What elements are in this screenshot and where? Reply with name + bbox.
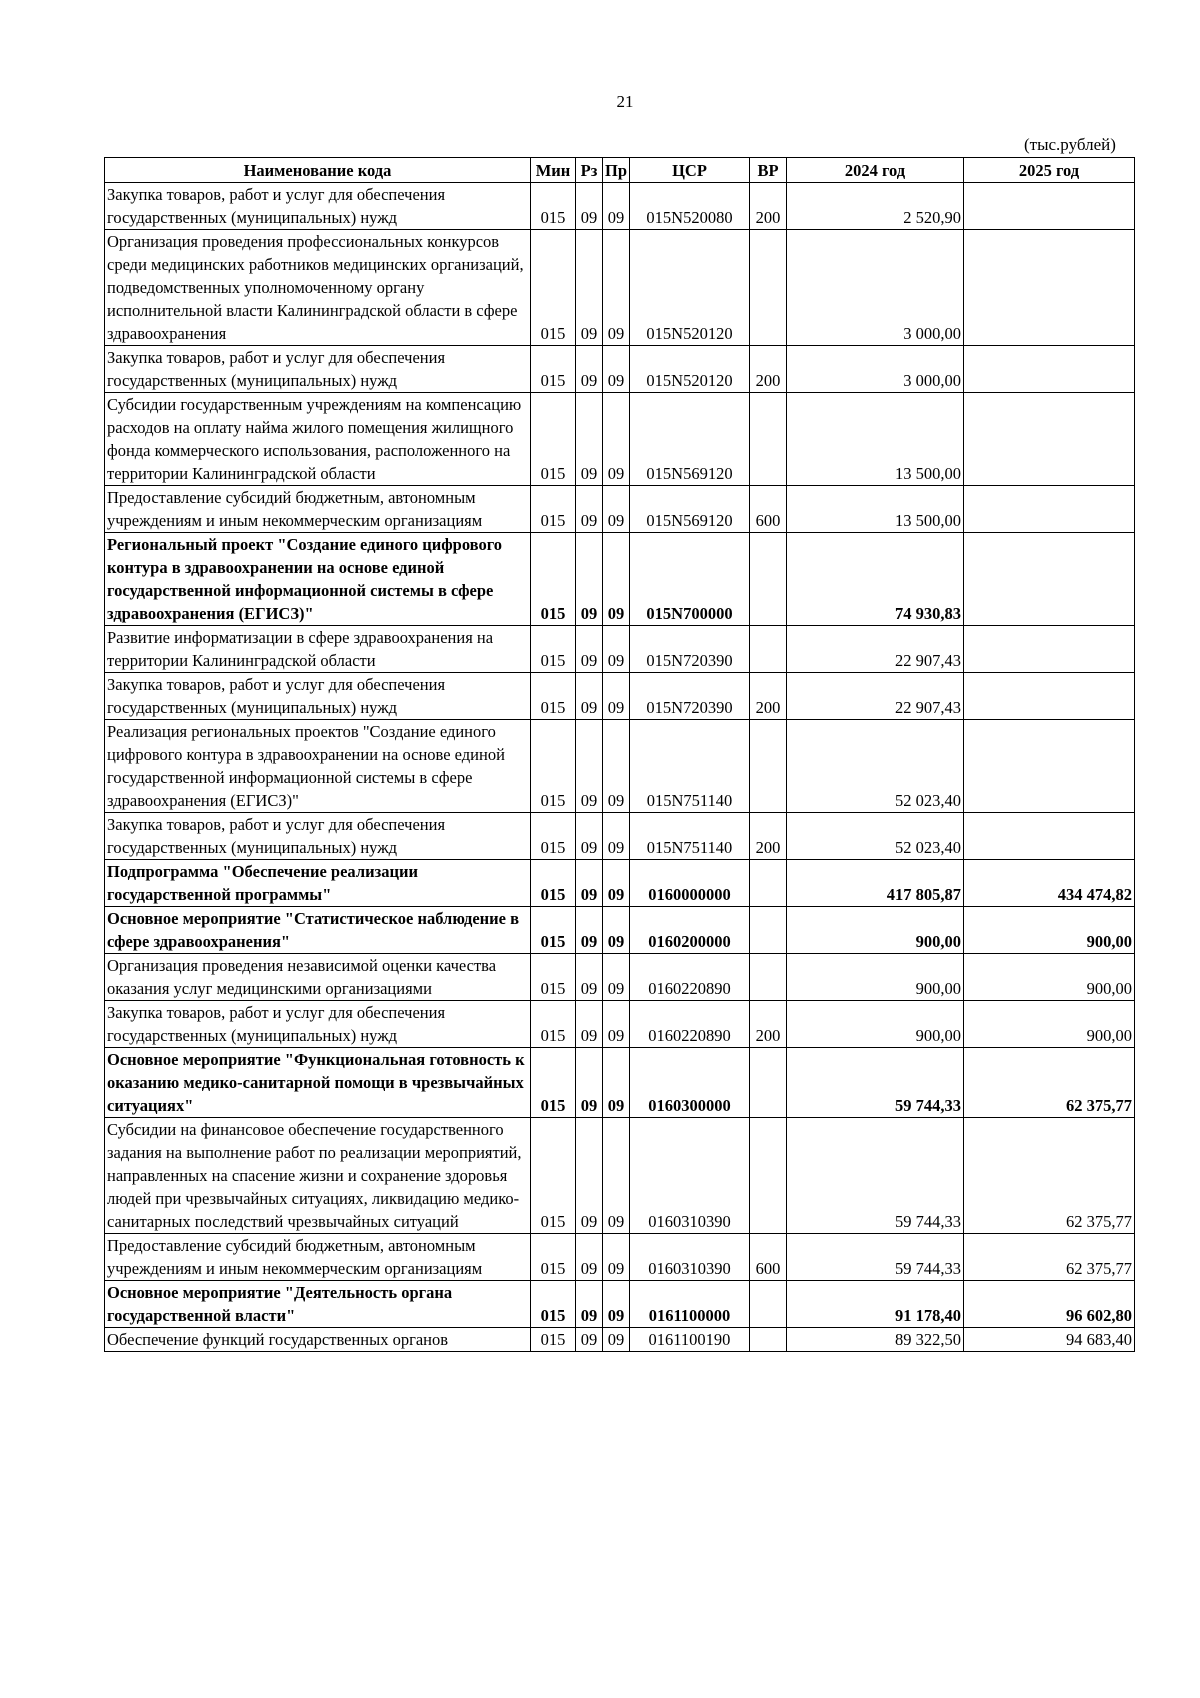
cell-2025: 94 683,40 <box>964 1328 1135 1352</box>
cell-min: 015 <box>531 720 576 813</box>
cell-pr: 09 <box>603 346 630 393</box>
cell-rz: 09 <box>576 1281 603 1328</box>
table-row <box>105 1328 1135 1352</box>
cell-rz: 09 <box>576 626 603 673</box>
cell-min: 015 <box>531 346 576 393</box>
cell-vr <box>750 626 787 673</box>
cell-min: 015 <box>531 813 576 860</box>
cell-2025 <box>964 626 1135 673</box>
cell-min: 015 <box>531 393 576 486</box>
table-row <box>105 1048 1135 1118</box>
cell-min: 015 <box>531 907 576 954</box>
cell-2024: 52 023,40 <box>787 813 964 860</box>
cell-min: 015 <box>531 1001 576 1048</box>
cell-vr <box>750 1118 787 1234</box>
table-row <box>105 346 1135 393</box>
cell-pr: 09 <box>603 1328 630 1352</box>
cell-name: Закупка товаров, работ и услуг для обеспечения государственных (муниципальных) нужд <box>105 673 531 720</box>
table-row <box>105 230 1135 346</box>
units-label: (тыс.рублей) <box>1024 135 1116 154</box>
cell-2024: 59 744,33 <box>787 1048 964 1118</box>
cell-csr: 0160300000 <box>630 1048 750 1118</box>
cell-rz: 09 <box>576 720 603 813</box>
cell-rz: 09 <box>576 907 603 954</box>
cell-csr: 015N751140 <box>630 720 750 813</box>
cell-name: Развитие информатизации в сфере здравоохранения на территории Калининградской области <box>105 626 531 673</box>
table-row <box>105 183 1135 230</box>
cell-csr: 015N569120 <box>630 393 750 486</box>
cell-vr: 600 <box>750 486 787 533</box>
cell-vr <box>750 720 787 813</box>
table-row <box>105 720 1135 813</box>
cell-rz: 09 <box>576 1048 603 1118</box>
cell-rz: 09 <box>576 954 603 1001</box>
cell-name: Подпрограмма "Обеспечение реализации государственной программы" <box>105 860 531 907</box>
cell-2024: 13 500,00 <box>787 486 964 533</box>
cell-csr: 0160310390 <box>630 1234 750 1281</box>
header-min: Мин <box>531 158 576 183</box>
cell-pr: 09 <box>603 1118 630 1234</box>
table-row <box>105 673 1135 720</box>
cell-min: 015 <box>531 1281 576 1328</box>
cell-2024: 59 744,33 <box>787 1118 964 1234</box>
table-row <box>105 1118 1135 1234</box>
cell-2025 <box>964 720 1135 813</box>
cell-csr: 015N569120 <box>630 486 750 533</box>
cell-2025: 900,00 <box>964 1001 1135 1048</box>
cell-2024: 900,00 <box>787 907 964 954</box>
cell-pr: 09 <box>603 183 630 230</box>
cell-csr: 0160200000 <box>630 907 750 954</box>
cell-name: Закупка товаров, работ и услуг для обеспечения государственных (муниципальных) нужд <box>105 813 531 860</box>
cell-csr: 015N520120 <box>630 230 750 346</box>
cell-min: 015 <box>531 486 576 533</box>
cell-2025 <box>964 673 1135 720</box>
cell-rz: 09 <box>576 1118 603 1234</box>
table-row <box>105 813 1135 860</box>
cell-2025: 96 602,80 <box>964 1281 1135 1328</box>
cell-2024: 74 930,83 <box>787 533 964 626</box>
cell-2025: 62 375,77 <box>964 1234 1135 1281</box>
cell-name: Основное мероприятие "Статистическое наблюдение в сфере здравоохранения" <box>105 907 531 954</box>
cell-pr: 09 <box>603 1234 630 1281</box>
header-vr: ВР <box>750 158 787 183</box>
header-rz: Рз <box>576 158 603 183</box>
cell-min: 015 <box>531 626 576 673</box>
cell-pr: 09 <box>603 1048 630 1118</box>
cell-rz: 09 <box>576 393 603 486</box>
table-row <box>105 393 1135 486</box>
cell-name: Региональный проект "Создание единого цифрового контура в здравоохранении на основе единой государственной информационной системы в сфере здравоохранения (ЕГИСЗ)" <box>105 533 531 626</box>
table-row <box>105 533 1135 626</box>
cell-2025: 62 375,77 <box>964 1048 1135 1118</box>
cell-rz: 09 <box>576 860 603 907</box>
cell-2024: 3 000,00 <box>787 346 964 393</box>
cell-min: 015 <box>531 230 576 346</box>
table-row <box>105 1001 1135 1048</box>
cell-name: Обеспечение функций государственных органов <box>105 1328 531 1352</box>
table-row <box>105 486 1135 533</box>
cell-2024: 3 000,00 <box>787 230 964 346</box>
cell-2025 <box>964 393 1135 486</box>
cell-min: 015 <box>531 533 576 626</box>
cell-rz: 09 <box>576 673 603 720</box>
cell-name: Организация проведения независимой оценки качества оказания услуг медицинскими организациями <box>105 954 531 1001</box>
cell-2025: 434 474,82 <box>964 860 1135 907</box>
cell-vr <box>750 1281 787 1328</box>
cell-pr: 09 <box>603 1281 630 1328</box>
cell-name: Основное мероприятие "Деятельность органа государственной власти" <box>105 1281 531 1328</box>
cell-vr: 600 <box>750 1234 787 1281</box>
cell-2025 <box>964 813 1135 860</box>
table-row <box>105 626 1135 673</box>
cell-csr: 0161100190 <box>630 1328 750 1352</box>
cell-name: Организация проведения профессиональных конкурсов среди медицинских работников медицинских организаций, подведомственных уполномоченному органу исполнительной власти Калининградской области в сфере здравоохранения <box>105 230 531 346</box>
cell-2024: 2 520,90 <box>787 183 964 230</box>
header-2025: 2025 год <box>964 158 1135 183</box>
cell-pr: 09 <box>603 486 630 533</box>
table-row <box>105 1234 1135 1281</box>
header-pr: Пр <box>603 158 630 183</box>
cell-pr: 09 <box>603 720 630 813</box>
cell-vr <box>750 533 787 626</box>
cell-rz: 09 <box>576 1328 603 1352</box>
header-csr: ЦСР <box>630 158 750 183</box>
cell-min: 015 <box>531 1048 576 1118</box>
cell-2025 <box>964 346 1135 393</box>
header-2024: 2024 год <box>787 158 964 183</box>
cell-name: Основное мероприятие "Функциональная готовность к оказанию медико-санитарной помощи в чрезвычайных ситуациях" <box>105 1048 531 1118</box>
cell-csr: 0160000000 <box>630 860 750 907</box>
cell-rz: 09 <box>576 1001 603 1048</box>
cell-name: Субсидии государственным учреждениям на компенсацию расходов на оплату найма жилого помещения жилищного фонда коммерческого использования, расположенного на территории Калининградской области <box>105 393 531 486</box>
cell-min: 015 <box>531 1118 576 1234</box>
cell-name: Предоставление субсидий бюджетным, автономным учреждениям и иным некоммерческим организациям <box>105 486 531 533</box>
cell-2024: 59 744,33 <box>787 1234 964 1281</box>
cell-pr: 09 <box>603 673 630 720</box>
table-row <box>105 1281 1135 1328</box>
cell-pr: 09 <box>603 230 630 346</box>
cell-rz: 09 <box>576 486 603 533</box>
header-row <box>105 158 1135 183</box>
cell-rz: 09 <box>576 813 603 860</box>
cell-2024: 417 805,87 <box>787 860 964 907</box>
cell-pr: 09 <box>603 626 630 673</box>
cell-pr: 09 <box>603 954 630 1001</box>
cell-name: Субсидии на финансовое обеспечение государственного задания на выполнение работ по реализации мероприятий, направленных на спасение жизни и сохранение здоровья людей при чрезвычайных ситуациях, ликвидацию медико-санитарных последствий чрезвычайных ситуаций <box>105 1118 531 1234</box>
cell-rz: 09 <box>576 230 603 346</box>
cell-name: Реализация региональных проектов "Создание единого цифрового контура в здравоохранении на основе единой государственной информационной системы в сфере здравоохранения (ЕГИСЗ)" <box>105 720 531 813</box>
cell-2025 <box>964 486 1135 533</box>
cell-2024: 22 907,43 <box>787 673 964 720</box>
cell-rz: 09 <box>576 533 603 626</box>
cell-2025: 900,00 <box>964 954 1135 1001</box>
cell-min: 015 <box>531 673 576 720</box>
cell-2024: 52 023,40 <box>787 720 964 813</box>
cell-2024: 13 500,00 <box>787 393 964 486</box>
cell-csr: 015N700000 <box>630 533 750 626</box>
cell-csr: 015N520080 <box>630 183 750 230</box>
cell-pr: 09 <box>603 813 630 860</box>
cell-csr: 0161100000 <box>630 1281 750 1328</box>
cell-csr: 015N720390 <box>630 673 750 720</box>
cell-vr <box>750 907 787 954</box>
table-row <box>105 907 1135 954</box>
cell-vr <box>750 954 787 1001</box>
table-row <box>105 954 1135 1001</box>
cell-csr: 015N520120 <box>630 346 750 393</box>
cell-vr <box>750 1328 787 1352</box>
cell-vr: 200 <box>750 673 787 720</box>
page-number: 21 <box>616 92 634 111</box>
cell-csr: 0160220890 <box>630 954 750 1001</box>
budget-table <box>104 157 1135 1352</box>
cell-2024: 89 322,50 <box>787 1328 964 1352</box>
cell-rz: 09 <box>576 183 603 230</box>
cell-vr <box>750 1048 787 1118</box>
cell-min: 015 <box>531 954 576 1001</box>
cell-pr: 09 <box>603 860 630 907</box>
cell-2025 <box>964 230 1135 346</box>
cell-2025 <box>964 183 1135 230</box>
cell-vr: 200 <box>750 346 787 393</box>
cell-2025: 62 375,77 <box>964 1118 1135 1234</box>
cell-name: Закупка товаров, работ и услуг для обеспечения государственных (муниципальных) нужд <box>105 346 531 393</box>
cell-2024: 900,00 <box>787 954 964 1001</box>
cell-name: Закупка товаров, работ и услуг для обеспечения государственных (муниципальных) нужд <box>105 1001 531 1048</box>
cell-2024: 91 178,40 <box>787 1281 964 1328</box>
cell-name: Закупка товаров, работ и услуг для обеспечения государственных (муниципальных) нужд <box>105 183 531 230</box>
cell-2025 <box>964 533 1135 626</box>
cell-rz: 09 <box>576 1234 603 1281</box>
cell-pr: 09 <box>603 533 630 626</box>
cell-min: 015 <box>531 1328 576 1352</box>
cell-min: 015 <box>531 183 576 230</box>
cell-vr <box>750 230 787 346</box>
header-name: Наименование кода <box>105 158 531 183</box>
table-body <box>105 183 1135 1352</box>
cell-min: 015 <box>531 1234 576 1281</box>
cell-2025: 900,00 <box>964 907 1135 954</box>
cell-2024: 22 907,43 <box>787 626 964 673</box>
cell-name: Предоставление субсидий бюджетным, автономным учреждениям и иным некоммерческим организациям <box>105 1234 531 1281</box>
cell-csr: 015N720390 <box>630 626 750 673</box>
cell-pr: 09 <box>603 907 630 954</box>
cell-min: 015 <box>531 860 576 907</box>
cell-csr: 0160220890 <box>630 1001 750 1048</box>
cell-rz: 09 <box>576 346 603 393</box>
cell-pr: 09 <box>603 393 630 486</box>
cell-vr: 200 <box>750 813 787 860</box>
cell-vr <box>750 860 787 907</box>
cell-vr <box>750 393 787 486</box>
cell-csr: 0160310390 <box>630 1118 750 1234</box>
cell-vr: 200 <box>750 1001 787 1048</box>
cell-vr: 200 <box>750 183 787 230</box>
cell-pr: 09 <box>603 1001 630 1048</box>
table-row <box>105 860 1135 907</box>
cell-2024: 900,00 <box>787 1001 964 1048</box>
cell-csr: 015N751140 <box>630 813 750 860</box>
